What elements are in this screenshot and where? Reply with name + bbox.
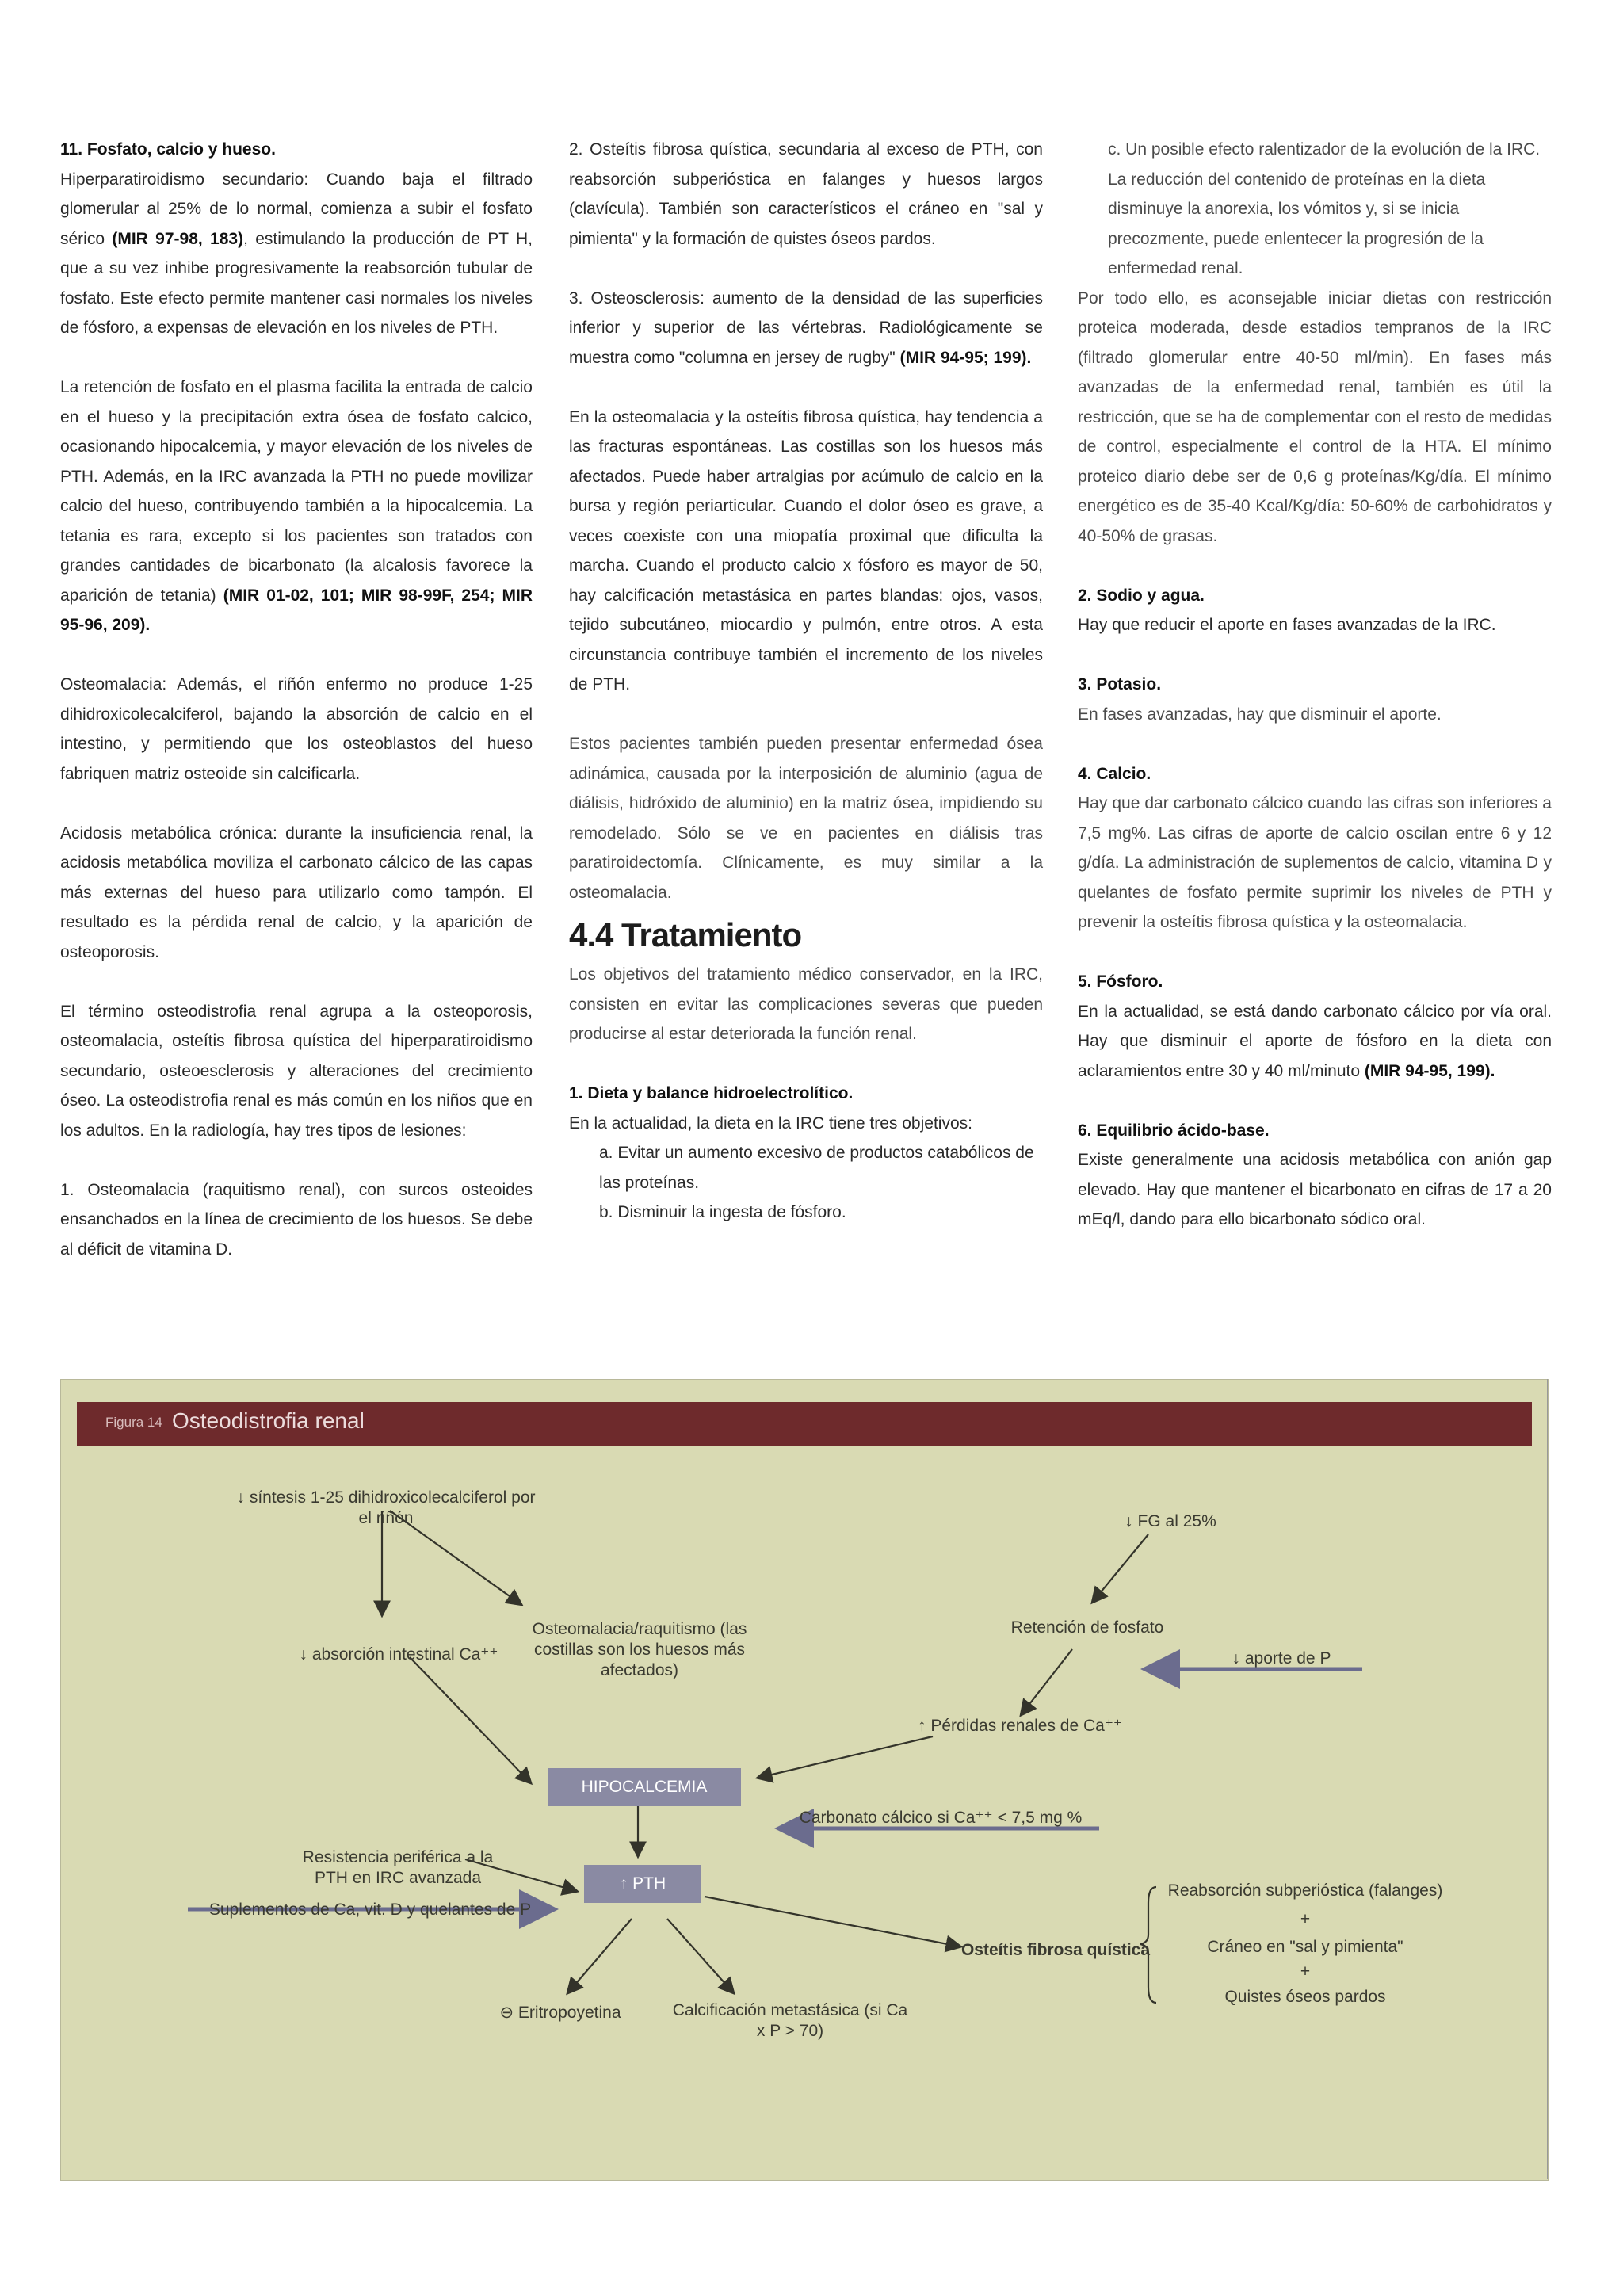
node-retencion: Retención de fosfato	[1010, 1618, 1164, 1637]
paragraph-lesion-3: 3. Osteosclerosis: aumento de la densidad de las superficies inferior y superior de las vértebras. Radiológicamente se muestra como "columna en jersey de rugby" (MIR 94-95; 199).	[569, 288, 1043, 367]
node-sintesis: ↓ síntesis 1-25 dihidroxicolecalciferol por el riñón	[236, 1488, 536, 1527]
node-eritropoyetina: ⊖ Eritropoyetina	[499, 2004, 621, 2022]
heading-sodio-agua: 2. Sodio y agua.	[1078, 586, 1205, 605]
arrow-absorcion-hipocalcemia	[410, 1657, 530, 1782]
figure-label: Figura 14	[105, 1415, 162, 1430]
node-suplementos: Suplementos de Ca, vit. D y quelantes de P	[208, 1901, 532, 1919]
heading-fosfato-calcio-hueso: 11. Fosfato, calcio y hueso.	[60, 140, 276, 159]
paragraph-enfermedad-adinamica: Estos pacientes también pueden presentar enfermedad ósea adinámica, causada por la interposición de aluminio (agua de diálisis, hidróxido de aluminio) en la matriz ósea, impidiendo su remodelado. Sólo se ve en pacientes en diálisis tras paratiroidectomía. Clínicamente, es muy similar a la osteomalacia.	[569, 735, 1043, 902]
column-middle	[569, 135, 1043, 1228]
paragraph-calcio: Hay que dar carbonato cálcico cuando las cifras son inferiores a 7,5 mg%. Las cifras de aporte de calcio oscilan entre 6 y 12 g/día. La administración de suplementos de calcio, vitamina D y quelantes de fosfato permite suprimir los niveles de PTH y prevenir la osteítis fibrosa quística y la osteomalacia.	[1078, 794, 1552, 931]
plus-sign: +	[1300, 1962, 1311, 1981]
paragraph-objetivos: Los objetivos del tratamiento médico conservador, en la IRC, consisten en evitar las complicaciones severas que pueden producirse al estar deteriorada la función renal.	[569, 965, 1043, 1043]
section-title-tratamiento: 4.4 Tratamiento	[569, 916, 802, 953]
paragraph-restriccion-proteica: Por todo ello, es aconsejable iniciar dietas con restricción proteica moderada, desde estadios tempranos de la IRC (filtrado glomerular entre 40-50 ml/min). En fases más avanzadas de la enfermedad renal, también es útil la restricción, que se ha de complementar con el resto de medidas de control, especialmente el control de la HTA. El mínimo proteico diario debe ser de 0,6 g proteínas/Kg/día. El mínimo energético es de 35-40 Kcal/Kg/día: 50-60% de carbohidratos y 40-50% de grasas.	[1078, 288, 1552, 545]
plus-sign: +	[1300, 1910, 1311, 1928]
heading-acido-base: 6. Equilibrio ácido-base.	[1078, 1121, 1270, 1140]
arrow-fg-retencion	[1093, 1534, 1148, 1602]
arrow-pth-osteitis	[705, 1897, 960, 1946]
column-left	[60, 135, 533, 1294]
node-calcificacion: Calcificación metastásica (si Ca x P > 70)	[672, 2001, 908, 2040]
node-absorcion: ↓ absorción intestinal Ca⁺⁺	[299, 1645, 498, 1664]
figure-osteodistrofia-renal	[60, 1379, 1549, 2181]
list-item-b: b. Disminuir la ingesta de fósforo.	[599, 1203, 846, 1221]
node-aporte-p: ↓ aporte de P	[1232, 1649, 1331, 1668]
node-quistes: Quistes óseos pardos	[1224, 1988, 1386, 2006]
figure-title: Osteodistrofia renal	[172, 1408, 365, 1433]
paragraph-retencion-fosfato: La retención de fosfato en el plasma facilita la entrada de calcio en el hueso y la precipitación extra ósea de fosfato calcico, ocasionando hipocalcemia, y mayor elevación de los niveles de PTH. Además, en la IRC avanzada la PTH no puede movilizar calcio del hueso, contribuyendo también a la hipocalcemia. La tetania es rara, excepto si los pacientes son tratados con grandes cantidades de bicarbonato (la alcalosis favorece la aparición de tetania) (MIR 01-02, 101; MIR 98-99F, 254; MIR 95-96, 209).	[60, 378, 533, 634]
node-fg: ↓ FG al 25%	[1125, 1512, 1216, 1530]
paragraph-lesion-2: 2. Osteítis fibrosa quística, secundaria al exceso de PTH, con reabsorción subperióstica en falanges y huesos largos (clavícula). También son característicos el cráneo en "sal y pimienta" y la formación de quistes óseos pardos.	[569, 140, 1043, 248]
paragraph-hiperparatiroidismo: Hiperparatiroidismo secundario: Cuando baja el filtrado glomerular al 25% de lo normal, comienza a subir el fosfato sérico (MIR 97-98, 183), estimulando la producción de PT H, que a su vez inhibe progresivamente la reabsorción tubular de fosfato. Este efecto permite mantener casi normales los niveles de fósforo, a expensas de elevación en los niveles de PTH.	[60, 170, 533, 337]
mir-reference: (MIR 97-98, 183)	[112, 229, 244, 248]
mir-reference: (MIR 01-02, 101; MIR 98-99F, 254; MIR 95-96, 209).	[60, 586, 533, 634]
paragraph-lesion-1: 1. Osteomalacia (raquitismo renal), con surcos osteoides ensanchados en la línea de crecimiento de los huesos. Se debe al déficit de vitamina D.	[60, 1180, 533, 1259]
node-craneo: Cráneo en "sal y pimienta"	[1207, 1938, 1403, 1956]
node-hipocalcemia: HIPOCALCEMIA	[548, 1768, 741, 1806]
heading-calcio: 4. Calcio.	[1078, 764, 1151, 783]
node-osteitis: Osteítis fibrosa quística	[960, 1941, 1151, 1959]
node-resistencia: Resistencia periférica a la PTH en IRC avanzada	[302, 1848, 494, 1887]
arrow-perdidas-hipocalcemia	[758, 1736, 933, 1778]
page-edge-line	[1547, 1379, 1548, 2179]
node-osteomalacia: Osteomalacia/raquitismo (las costillas son los huesos más afectados)	[532, 1620, 747, 1679]
node-carbonato: Carbonato cálcico si Ca⁺⁺ < 7,5 mg %	[799, 1809, 1083, 1827]
paragraph-osteodistrofia: El término osteodistrofia renal agrupa a la osteoporosis, osteomalacia, osteítis fibrosa quística del hiperparatiroidismo secundario, osteoesclerosis y alteraciones del crecimiento óseo. La osteodistrofia renal es más común en los niños que en los adultos. En la radiología, hay tres tipos de lesiones:	[60, 1002, 533, 1140]
paragraph-acido-base: Existe generalmente una acidosis metabólica con anión gap elevado. Hay que mantener el bicarbonato en cifras de 17 a 20 mEq/l, dando para ello bicarbonato sódico oral.	[1078, 1151, 1552, 1228]
mir-reference: (MIR 94-95; 199).	[899, 348, 1032, 367]
arrow-pth-calcificacion	[667, 1919, 733, 1992]
node-pth: ↑ PTH	[584, 1865, 701, 1903]
mir-reference: (MIR 94-95, 199).	[1364, 1061, 1495, 1080]
paragraph-acidosis: Acidosis metabólica crónica: durante la insuficiencia renal, la acidosis metabólica moviliza el carbonato cálcico de las capas más externas del hueso para utilizarlo como tampón. El resultado es la pérdida renal de calcio, y la aparición de osteoporosis.	[60, 823, 533, 961]
arrow-retencion-perdidas	[1022, 1649, 1072, 1714]
column-right	[1078, 135, 1552, 1264]
paragraph-osteomalacia: Osteomalacia: Además, el riñón enfermo no produce 1-25 dihidroxicolecalciferol, bajando la absorción de calcio en el intestino, y permitiendo que los osteoblastos del hueso fabriquen matriz osteoide sin calcificarla.	[60, 675, 533, 783]
paragraph-potasio: En fases avanzadas, hay que disminuir el aporte.	[1078, 705, 1442, 724]
paragraph-dieta: En la actualidad, la dieta en la IRC tiene tres objetivos:	[569, 1114, 972, 1133]
heading-potasio: 3. Potasio.	[1078, 675, 1162, 693]
heading-fosforo: 5. Fósforo.	[1078, 972, 1163, 991]
paragraph-fracturas: En la osteomalacia y la osteítis fibrosa quística, hay tendencia a las fracturas espontáneas. Las costillas son los huesos más afectados. Puede haber artralgias por acúmulo de calcio en la bursa y región periarticular. Cuando el dolor óseo es grave, a veces coexiste con una miopatía proximal que dificulta la marcha. Cuando el producto calcio x fósforo es mayor de 50, hay calcificación metastásica en partes blandas: ojos, vasos, tejido subcutáneo, miocardio y pulmón, entre otros. A esta circunstancia contribuye también el incremento de los niveles de PTH.	[569, 407, 1043, 693]
list-item-a: a. Evitar un aumento excesivo de productos catabólicos de las proteínas.	[599, 1144, 1034, 1192]
paragraph-sodio-agua: Hay que reducir el aporte en fases avanzadas de la IRC.	[1078, 616, 1496, 634]
arrow-pth-eritropoyetina	[568, 1919, 632, 1992]
list-item-c: c. Un posible efecto ralentizador de la evolución de la IRC. La reducción del contenido de proteínas en la dieta disminuye la anorexia, los vómitos y, si se inicia precozmente, puede enlentecer la progresión de la enfermedad renal.	[1108, 140, 1541, 277]
heading-dieta: 1. Dieta y balance hidroelectrolítico.	[569, 1084, 854, 1102]
paragraph-fosforo: En la actualidad, se está dando carbonato cálcico por vía oral. Hay que disminuir el aporte de fósforo en la dieta con aclaramientos entre 30 y 40 ml/minuto (MIR 94-95, 199).	[1078, 1002, 1552, 1080]
node-perdidas: ↑ Pérdidas renales de Ca⁺⁺	[918, 1717, 1122, 1735]
node-reabsorcion: Reabsorción subperióstica (falanges)	[1167, 1881, 1443, 1900]
